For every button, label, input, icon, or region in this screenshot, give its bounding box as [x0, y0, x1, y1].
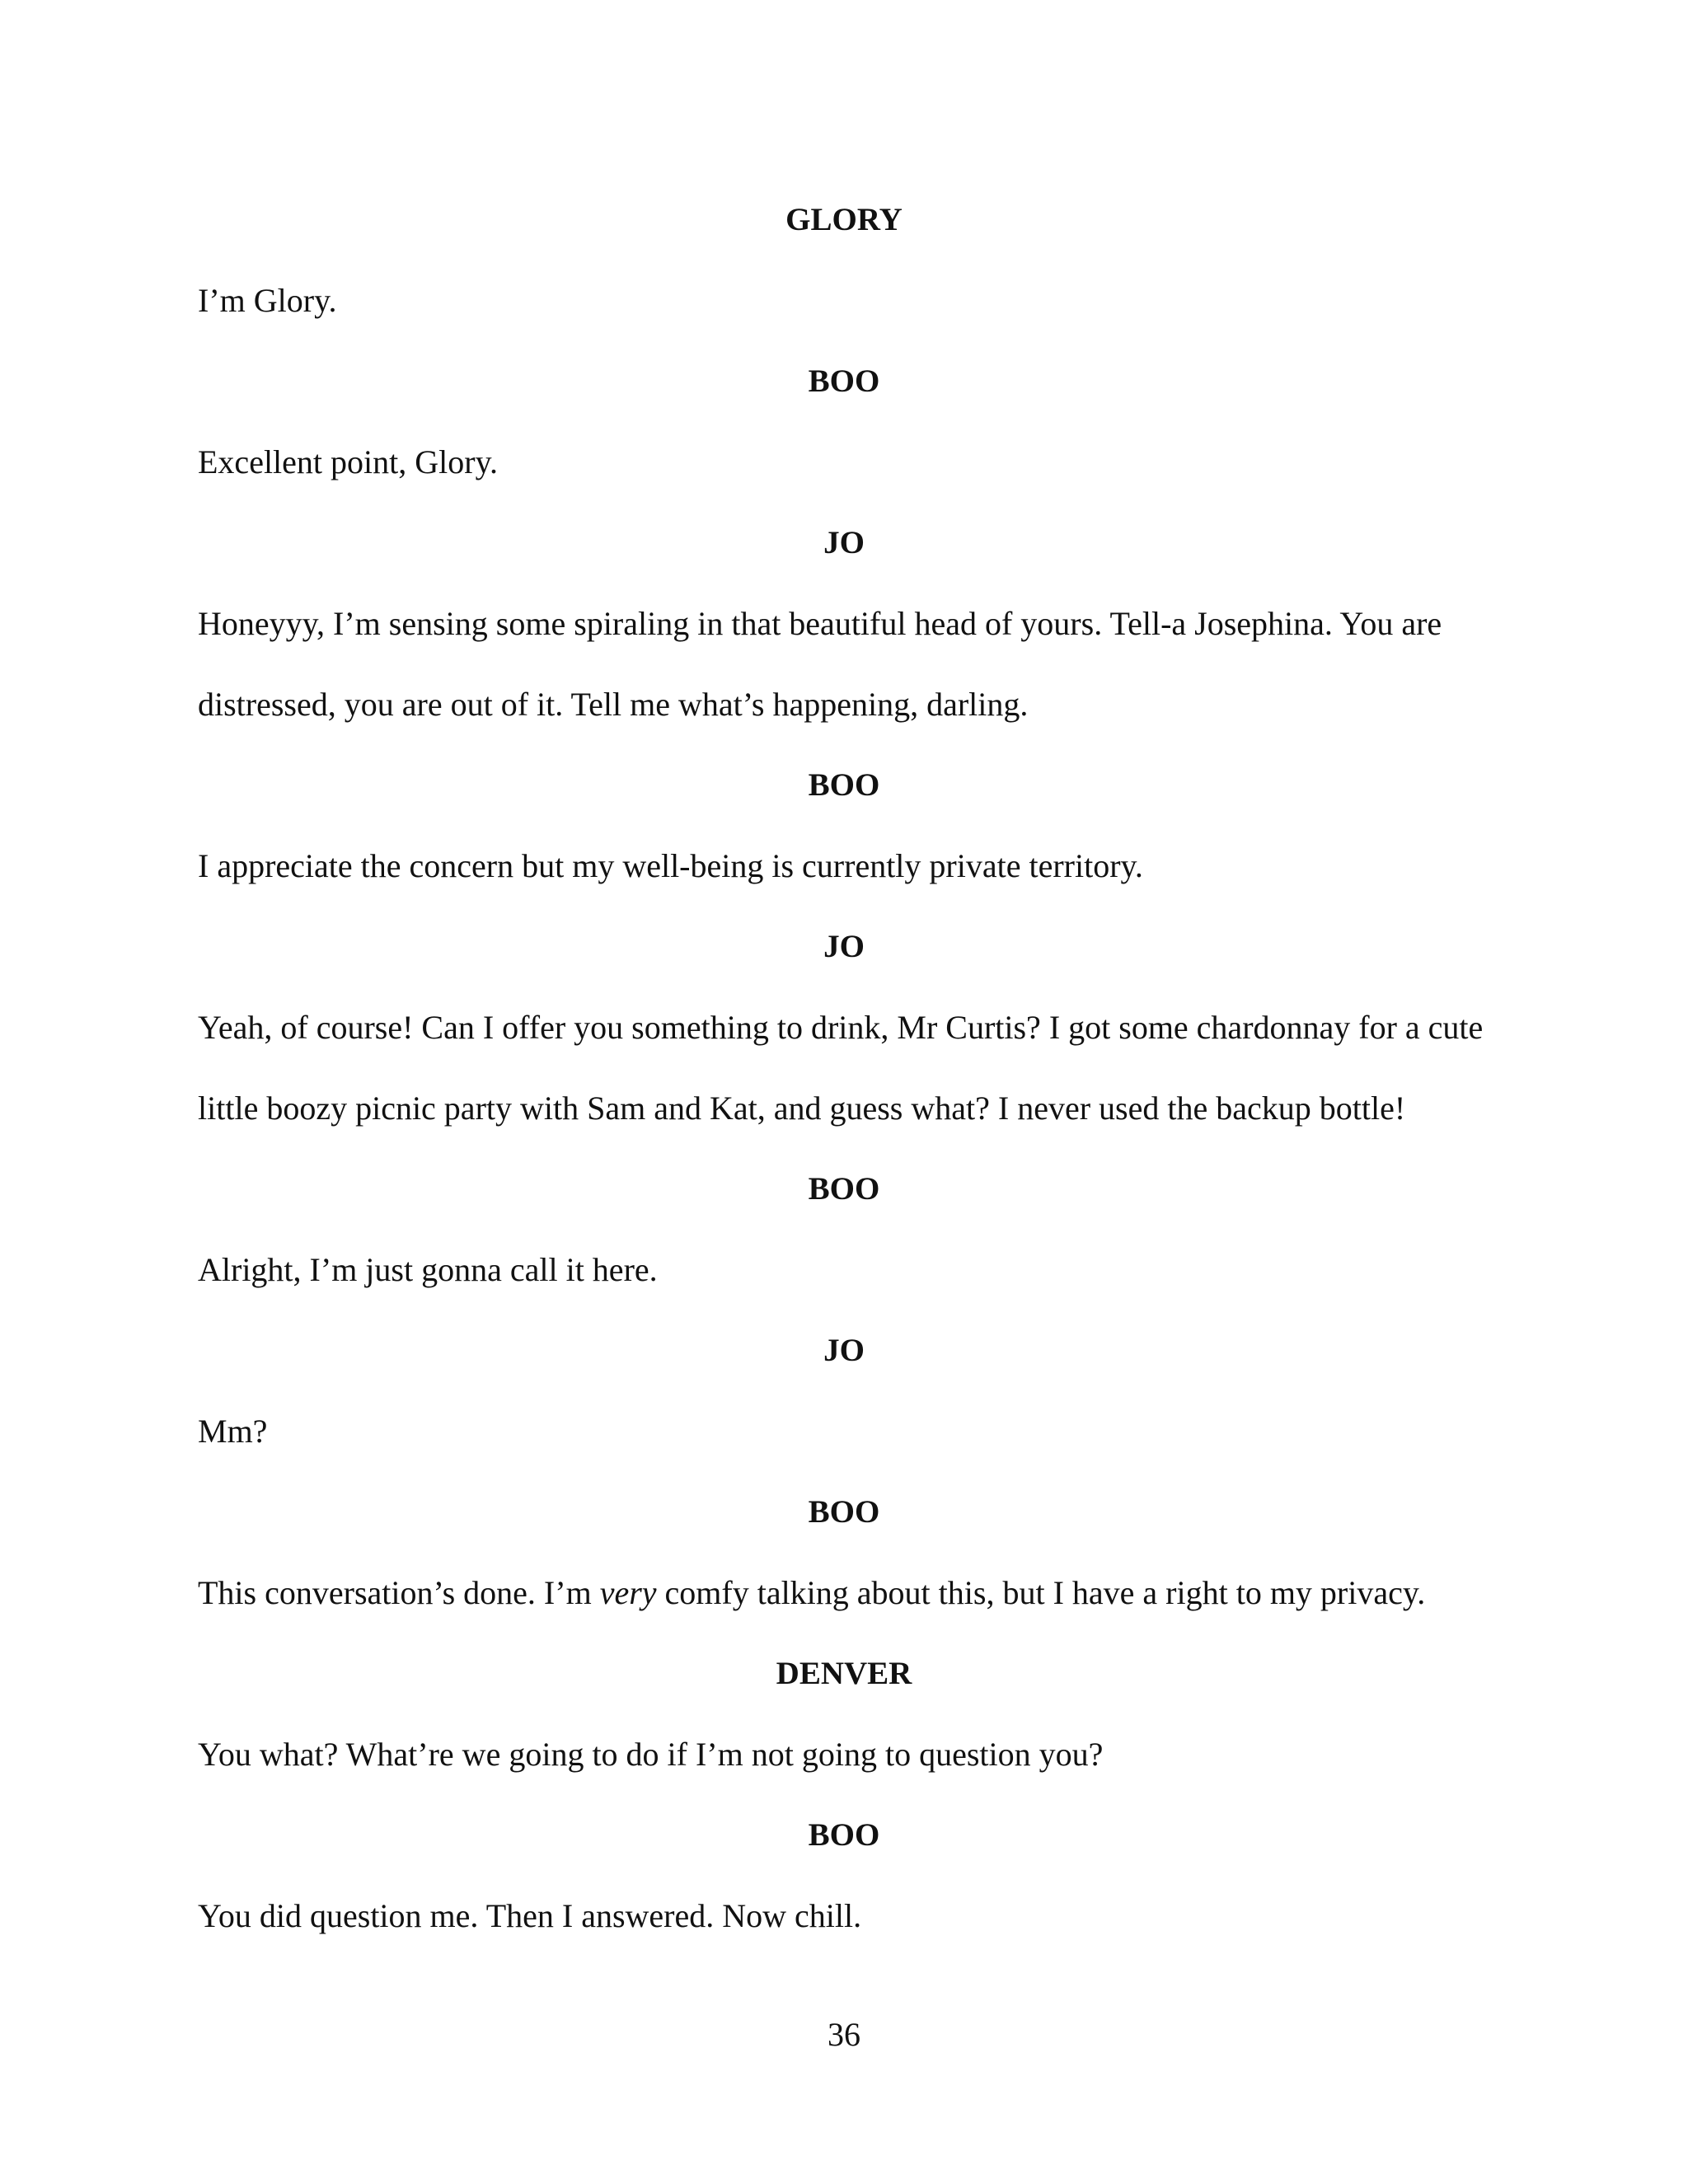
dialogue-text: comfy talking about this, but I have a right to my privacy. [656, 1574, 1426, 1611]
speaker-name: BOO [808, 1171, 880, 1207]
page-number: 36 [828, 2016, 860, 2053]
dialogue-line: You did question me. Then I answered. Now chill. [198, 1897, 862, 1934]
dialogue-emphasis: very [599, 1574, 657, 1611]
speaker-name: BOO [808, 1494, 880, 1530]
dialogue-line: little boozy picnic party with Sam and Kat, and guess what? I never used the backup bottle! [198, 1090, 1406, 1127]
dialogue-text: This conversation’s done. I’m [198, 1574, 600, 1611]
dialogue-line: Honeyyy, I’m sensing some spiraling in that beautiful head of yours. Tell-a Josephina. You are [198, 605, 1442, 642]
dialogue-line [198, 1573, 1425, 1613]
speaker-name: BOO [808, 363, 880, 399]
speaker-name: JO [823, 525, 865, 560]
dialogue-line: You what? What’re we going to do if I’m not going to question you? [198, 1736, 1104, 1773]
dialogue-line: Alright, I’m just gonna call it here. [198, 1251, 658, 1288]
speaker-name: GLORY [785, 202, 903, 237]
speaker-name: DENVER [776, 1656, 912, 1691]
dialogue-line: I appreciate the concern but my well-being is currently private territory. [198, 847, 1143, 884]
dialogue-line: Excellent point, Glory. [198, 443, 498, 480]
speaker-name: BOO [808, 767, 880, 803]
speaker-name: BOO [808, 1817, 880, 1853]
speaker-name: JO [823, 1333, 865, 1368]
speaker-name: JO [823, 929, 865, 964]
dialogue-line: I’m Glory. [198, 282, 337, 319]
dialogue-line: distressed, you are out of it. Tell me what’s happening, darling. [198, 686, 1029, 723]
dialogue-line: Mm? [198, 1413, 268, 1450]
dialogue-line: Yeah, of course! Can I offer you something to drink, Mr Curtis? I got some chardonnay for a cute [198, 1009, 1484, 1046]
